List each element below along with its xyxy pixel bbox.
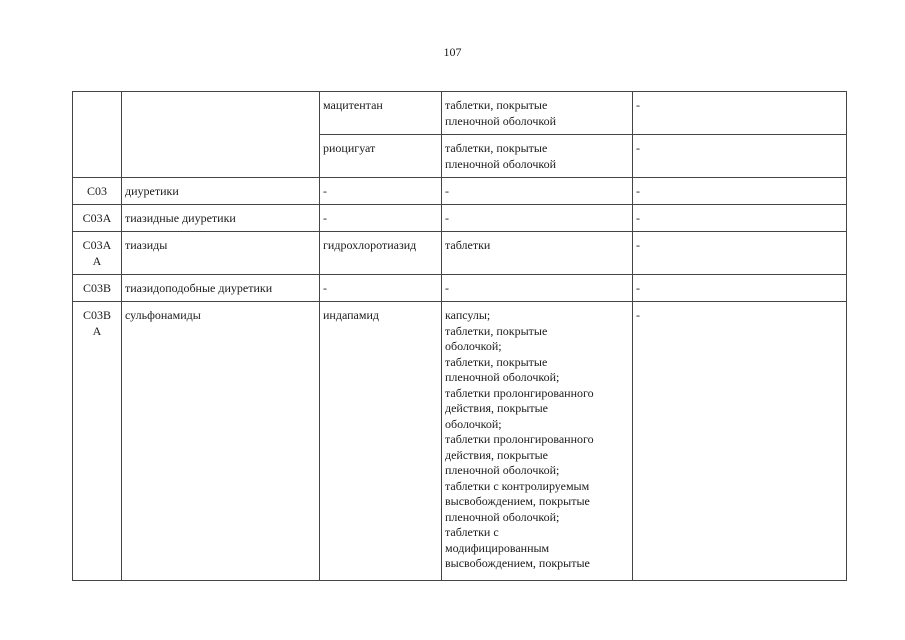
dosage-form-cell: таблетки bbox=[442, 232, 633, 275]
table-row bbox=[73, 178, 847, 205]
atc-code-cell bbox=[73, 92, 122, 178]
inn-cell: мацитентан bbox=[320, 92, 442, 135]
inn-cell: гидрохлоротиазид bbox=[320, 232, 442, 275]
atc-code-cell: C03 bbox=[73, 178, 122, 205]
note-cell: - bbox=[633, 302, 847, 581]
inn-cell: - bbox=[320, 275, 442, 302]
note-cell: - bbox=[633, 232, 847, 275]
inn-cell: риоцигуат bbox=[320, 135, 442, 178]
atc-code-cell: C03B bbox=[73, 275, 122, 302]
inn-cell: - bbox=[320, 205, 442, 232]
page-number: 107 bbox=[443, 45, 462, 59]
table-row bbox=[73, 92, 847, 135]
note-cell: - bbox=[633, 135, 847, 178]
inn-cell: индапамид bbox=[320, 302, 442, 581]
table-row bbox=[73, 232, 847, 275]
dosage-form-cell: капсулы; таблетки, покрытые оболочкой; таблетки, покрытые пленочной оболочкой; таблетки пролонгированного действия, покрытые оболочкой; таблетки пролонгированного действия, покрытые пленочной оболочкой; таблетки с контролируемым высвобождением, покрытые пленочной оболочкой; таблетки с модифицированным высвобождением, покрытые bbox=[442, 302, 633, 581]
dosage-form-cell: - bbox=[442, 275, 633, 302]
group-name-cell: сульфонамиды bbox=[122, 302, 320, 581]
drug-table bbox=[72, 91, 847, 581]
dosage-form-cell: - bbox=[442, 178, 633, 205]
group-name-cell: тиазиды bbox=[122, 232, 320, 275]
dosage-form-cell: таблетки, покрытые пленочной оболочкой bbox=[442, 135, 633, 178]
note-cell: - bbox=[633, 275, 847, 302]
note-cell: - bbox=[633, 92, 847, 135]
atc-code-cell: C03A A bbox=[73, 232, 122, 275]
atc-code-cell: C03A bbox=[73, 205, 122, 232]
group-name-cell: тиазидные диуретики bbox=[122, 205, 320, 232]
table-row bbox=[73, 302, 847, 581]
table-row bbox=[73, 205, 847, 232]
note-cell: - bbox=[633, 205, 847, 232]
note-cell: - bbox=[633, 178, 847, 205]
group-name-cell: тиазидоподобные диуретики bbox=[122, 275, 320, 302]
dosage-form-cell: - bbox=[442, 205, 633, 232]
group-name-cell bbox=[122, 92, 320, 178]
group-name-cell: диуретики bbox=[122, 178, 320, 205]
atc-code-cell: C03B A bbox=[73, 302, 122, 581]
inn-cell: - bbox=[320, 178, 442, 205]
dosage-form-cell: таблетки, покрытые пленочной оболочкой bbox=[442, 92, 633, 135]
table-row bbox=[73, 275, 847, 302]
